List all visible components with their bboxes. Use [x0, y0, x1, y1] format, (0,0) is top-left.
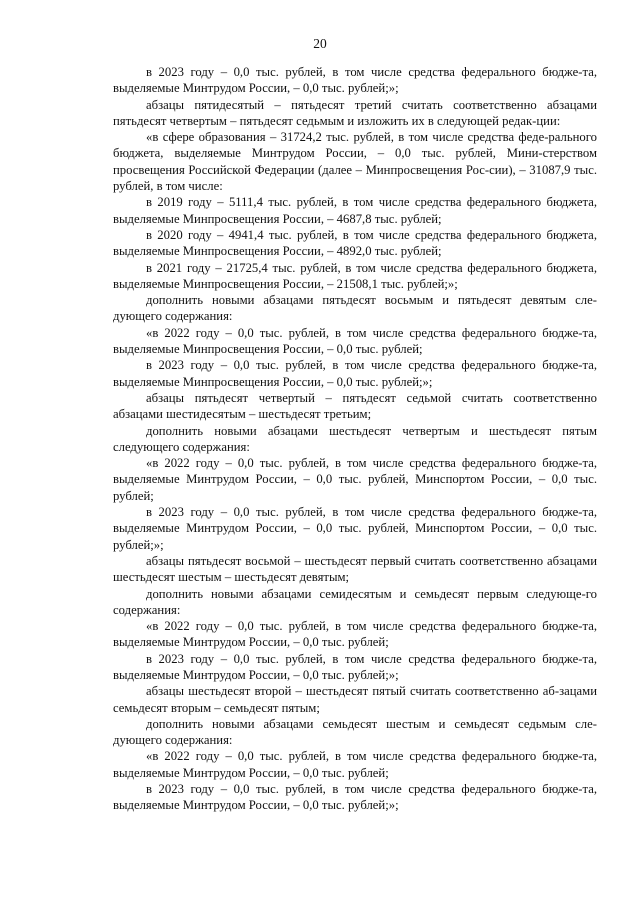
paragraph: «в 2022 году – 0,0 тыс. рублей, в том числе средства федерального бюдже-та, выделяемые Минтрудом России, – 0,0 тыс. рублей; [113, 619, 597, 650]
paragraph: дополнить новыми абзацами шестьдесят четвертым и шестьдесят пятым следующего содержания: [113, 423, 597, 454]
paragraph: в 2023 году – 0,0 тыс. рублей, в том числе средства федерального бюдже-та, выделяемые Минпросвещения России, – 0,0 тыс. рублей;»; [113, 358, 597, 389]
paragraph: абзацы пятьдесят восьмой – шестьдесят первый считать соответственно абзацами шестьдесят шестым – шестьдесят девятым; [113, 553, 597, 585]
document-body [113, 64, 597, 814]
paragraph: в 2019 году – 5111,4 тыс. рублей, в том числе средства федерального бюджета, выделяемые Минпросвещения России, – 4687,8 тыс. рублей; [113, 195, 597, 226]
paragraph: в 2021 году – 21725,4 тыс. рублей, в том числе средства федерального бюджета, выделяемые Минпросвещения России, – 21508,1 тыс. рублей;»; [113, 260, 597, 291]
paragraph: абзацы пятьдесят четвертый – пятьдесят седьмой считать соответственно абзацами шестидесятым – шестьдесят третьим; [113, 390, 597, 422]
paragraph: в 2023 году – 0,0 тыс. рублей, в том числе средства федерального бюдже-та, выделяемые Минтрудом России, – 0,0 тыс. рублей;»; [113, 651, 597, 682]
paragraph: дополнить новыми абзацами пятьдесят восьмым и пятьдесят девятым сле-дующего содержания: [113, 293, 597, 324]
paragraph: в 2023 году – 0,0 тыс. рублей, в том числе средства федерального бюдже-та, выделяемые Минтрудом России, – 0,0 тыс. рублей;»; [113, 65, 597, 96]
paragraph: «в 2022 году – 0,0 тыс. рублей, в том числе средства федерального бюдже-та, выделяемые Минтрудом России, – 0,0 тыс. рублей, Минспортом России, – 0,0 тыс. рублей; [113, 456, 597, 503]
paragraph: «в 2022 году – 0,0 тыс. рублей, в том числе средства федерального бюдже-та, выделяемые Минпросвещения России, – 0,0 тыс. рублей; [113, 325, 597, 357]
paragraph: абзацы пятидесятый – пятьдесят третий считать соответственно абзацами пятьдесят четвертым – пятьдесят седьмым и изложить их в следующей редак-ции: [113, 97, 597, 128]
paragraph: дополнить новыми абзацами семьдесят шестым и семьдесят седьмым сле-дующего содержания: [113, 716, 597, 748]
paragraph: дополнить новыми абзацами семидесятым и семьдесят первым следующе-го содержания: [113, 586, 597, 617]
paragraph: в 2023 году – 0,0 тыс. рублей, в том числе средства федерального бюдже-та, выделяемые Минтрудом России, – 0,0 тыс. рублей, Минспортом России, – 0,0 тыс. рублей;»; [113, 505, 597, 552]
paragraph: в 2020 году – 4941,4 тыс. рублей, в том числе средства федерального бюджета, выделяемые Минпросвещения России, – 4892,0 тыс. рублей; [113, 227, 597, 259]
paragraph: «в 2022 году – 0,0 тыс. рублей, в том числе средства федерального бюдже-та, выделяемые Минтрудом России, – 0,0 тыс. рублей; [113, 749, 597, 780]
paragraph: в 2023 году – 0,0 тыс. рублей, в том числе средства федерального бюдже-та, выделяемые Минтрудом России, – 0,0 тыс. рублей;»; [113, 782, 597, 813]
paragraph: «в сфере образования – 31724,2 тыс. рублей, в том числе средства феде-рального бюджета, выделяемые Минтрудом России, – 0,0 тыс. рублей, Мини-стерством просвещения Российской Федерации (далее – Минпросвещения Рос-сии), – 31087,9 тыс. рублей, в том числе: [113, 130, 597, 194]
page-number: 20 [313, 36, 327, 51]
paragraph: абзацы шестьдесят второй – шестьдесят пятый считать соответственно аб-зацами семьдесят вторым – семьдесят пятым; [113, 684, 597, 715]
